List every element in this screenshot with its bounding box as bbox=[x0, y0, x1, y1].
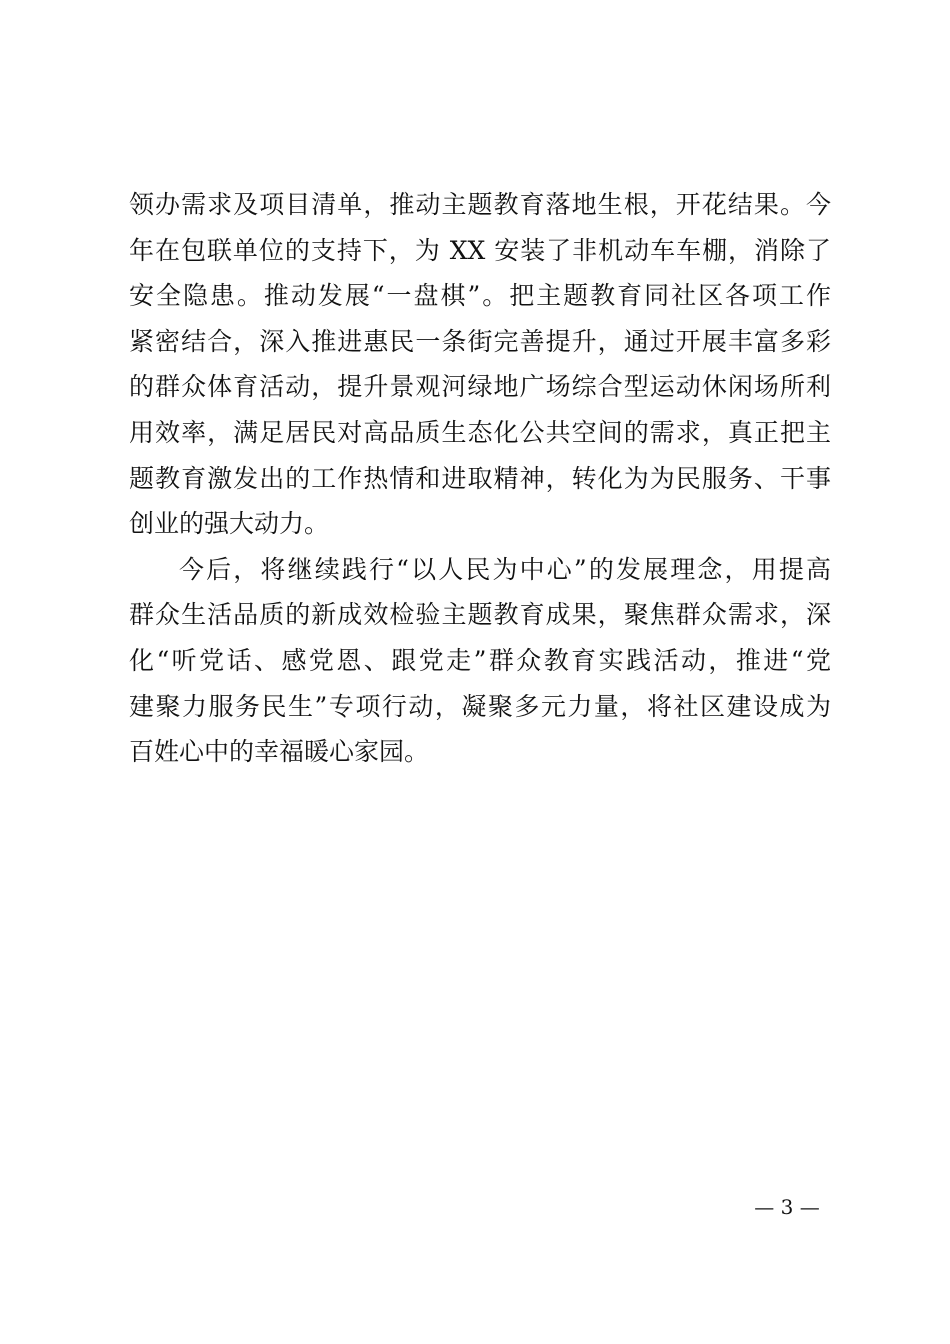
paragraph-line: 创业的强大动力。 bbox=[129, 509, 330, 539]
paragraph-line: 建聚力服务民生”专项行动，凝聚多元力量，将社区建设成为 bbox=[129, 691, 831, 721]
paragraph-line: 用效率，满足居民对高品质生态化公共空间的需求，真正把主 bbox=[129, 417, 831, 447]
paragraph-line: 领办需求及项目清单，推动主题教育落地生根，开花结果。今 bbox=[129, 190, 831, 219]
paragraph-line: 题教育激发出的工作热情和进取精神，转化为为民服务、干事 bbox=[129, 463, 831, 493]
page-number: — 3 — bbox=[754, 1195, 820, 1219]
paragraph-line: 紧密结合，深入推进惠民一条街完善提升，通过开展丰富多彩 bbox=[129, 326, 831, 356]
paragraph-line: 化“听党话、感党恩、跟党走”群众教育实践活动，推进“党 bbox=[129, 645, 831, 675]
paragraph-line: 年在包联单位的支持下，为 XX 安装了非机动车车棚，消除了 bbox=[129, 235, 831, 265]
document-body bbox=[129, 182, 831, 775]
paragraph-2 bbox=[129, 547, 831, 775]
paragraph-line: 的群众体育活动，提升景观河绿地广场综合型运动休闲场所利 bbox=[129, 372, 831, 402]
paragraph-line: 今后，将继续践行“以人民为中心”的发展理念，用提高 bbox=[179, 554, 831, 584]
paragraph-line: 群众生活品质的新成效检验主题教育成果，聚焦群众需求，深 bbox=[129, 600, 831, 630]
paragraph-1 bbox=[129, 182, 831, 547]
paragraph-line: 百姓心中的幸福暖心家园。 bbox=[129, 737, 430, 767]
paragraph-line: 安全隐患。推动发展“一盘棋”。把主题教育同社区各项工作 bbox=[129, 281, 831, 311]
